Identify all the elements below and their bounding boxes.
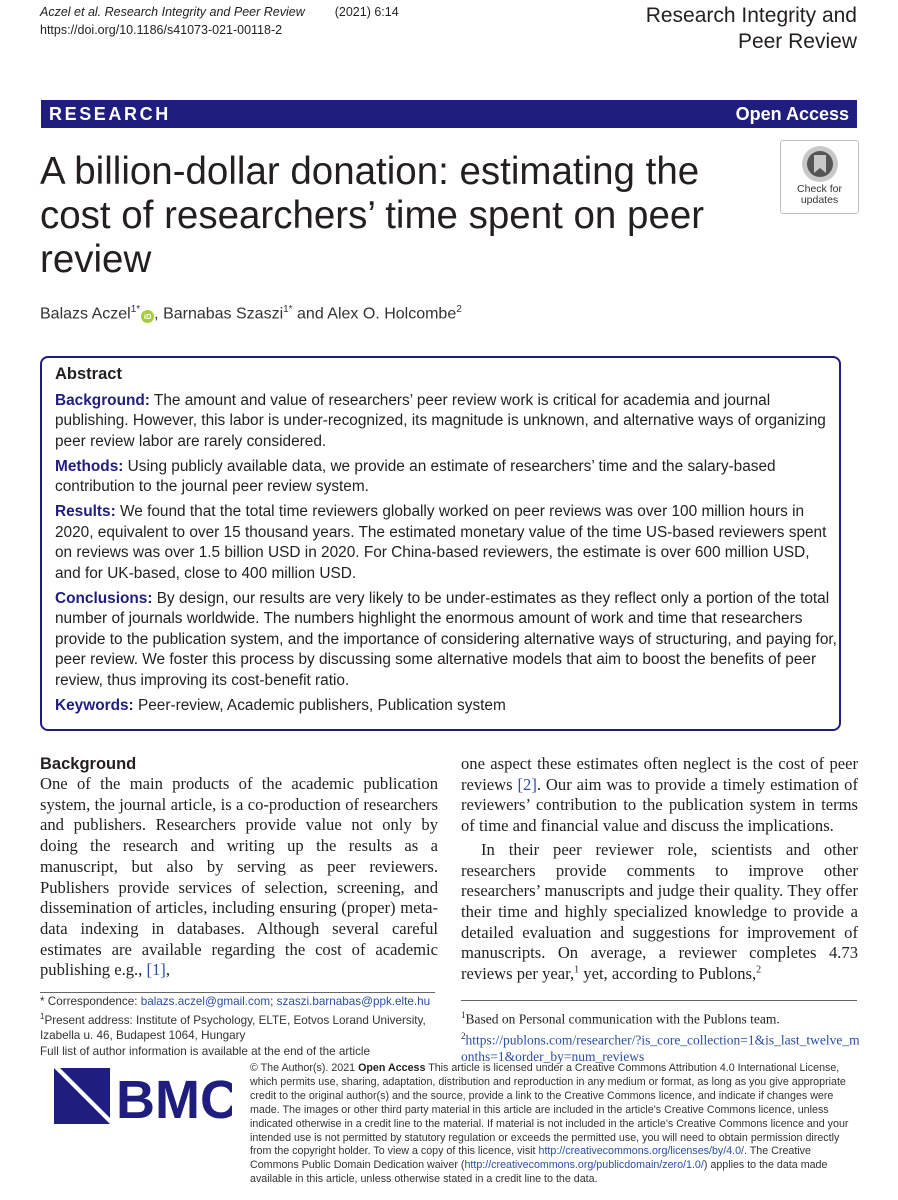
year-volume: (2021) 6:14	[334, 5, 399, 19]
body-paragraph-1-text: One of the main products of the academic publication system, the journal article, is a co-production of researchers and publishers. Researchers provide value not only by doing the research and writing up the results as a manuscript, but also by serving as peer reviewers. Publishers provide services of selection, screening, and dissemination of articles, including ensuring (proper) meta-data indexing in databases. Although several careful estimates are available regarding the cost of academic publishing e.g.,	[40, 774, 438, 980]
abstract-keywords-label: Keywords:	[55, 696, 134, 714]
open-access-label: Open Access	[735, 104, 849, 124]
publons-link[interactable]: https://publons.com/researcher/?is_core_collection=1&is_last_twelve_months=1&order_by=num_reviews	[461, 1032, 860, 1064]
doi-link[interactable]: https://doi.org/10.1186/s41073-021-00118-2	[40, 23, 283, 37]
cc-by-link[interactable]: http://creativecommons.org/licenses/by/4.0/	[538, 1145, 745, 1158]
body-paragraph-2-a: In their peer reviewer role, scientists and other researchers provide comments to improve other researchers’ manuscripts and judge their quality. They offer their time and highly specialized knowledge to provide a detailed evaluation and suggestions for improvement of manuscripts. On average, a reviewer completes 4.73 reviews per year,	[461, 839, 858, 984]
article-type-banner	[41, 100, 857, 128]
abstract-keywords-text: Peer-review, Academic publishers, Publication system	[133, 696, 506, 714]
journal-name	[646, 3, 857, 55]
abstract-box	[40, 356, 841, 731]
check-updates-line1: Check for	[797, 183, 842, 195]
abstract-methods-text: Using publicly available data, we provide an estimate of researchers’ time and the salary-based contribution to the journal peer review system.	[55, 457, 776, 495]
section-heading-background: Background	[40, 755, 137, 773]
citation-journal: et al. Research Integrity and Peer Review	[70, 5, 305, 19]
license-text-c: ) applies to the data made available in this article, unless otherwise stated in a credit line to the data.	[250, 1159, 828, 1186]
correspondence-label: * Correspondence:	[40, 995, 141, 1008]
citation-author: Aczel	[40, 5, 71, 19]
body-paragraph-1-cont	[461, 754, 858, 837]
author-3-affiliation: 2	[456, 304, 462, 315]
orcid-icon[interactable]: iD	[141, 310, 154, 323]
footnote-divider-right	[461, 1000, 857, 1001]
article-title: A billion-dollar donation: estimating the cost of researchers’ time spent on peer review	[40, 150, 705, 281]
body-paragraph-1-cont-a: one aspect these estimates often neglect is the cost of peer reviews	[461, 754, 858, 794]
footnote-1-text: Based on Personal communication with the Publons team.	[465, 1011, 780, 1027]
body-paragraph-1-cont-b: . Our aim was to provide a timely estimation of reviewers’ contribution to the publication system in terms of time and financial value and discuss the implications.	[461, 774, 858, 836]
abstract-background-label: Background:	[55, 391, 150, 409]
journal-name-line1: Research Integrity and	[645, 4, 857, 27]
body-paragraph-1	[40, 774, 438, 981]
bmc-logo[interactable]	[52, 1066, 232, 1126]
abstract-conclusions-text: By design, our results are very likely to be under-estimates as they reflect only a portion of the total number of journals worldwide. The numbers highlight the enormous amount of work and time that researchers provide to the publication system, and the importance of considering alternative ways of structuring, and paying for, peer review. We foster this process by discussing some alternative models that aim to boost the benefits of peer review, thus improving its cost-benefit ratio.	[55, 589, 837, 689]
email-separator: ;	[270, 995, 277, 1008]
body-paragraph-2	[461, 840, 858, 985]
footnote-mark-2[interactable]: 2	[756, 964, 762, 976]
footnote-mark-1[interactable]: 1	[574, 964, 580, 976]
correspondence-footnote	[40, 994, 440, 1059]
copyright-text: © The Author(s). 2021	[250, 1062, 359, 1074]
abstract-results-text: We found that the total time reviewers globally worked on peer reviews was over 100 million hours in 2020, equivalent to over 15 thousand years. The estimated monetary value of the time US-based reviewers spent on reviews was over 1.5 billion USD in 2020. For China-based reviewers, the estimate is over 600 million USD, and for UK-based, close to 400 million USD.	[55, 503, 827, 582]
full-author-info-note: Full list of author information is available at the end of the article	[40, 1044, 371, 1058]
reference-link-2[interactable]: [2]	[517, 774, 537, 794]
running-header	[40, 3, 399, 39]
abstract-conclusions	[55, 589, 839, 692]
email-link-2[interactable]: szaszi.barnabas@ppk.elte.hu	[276, 995, 431, 1008]
abstract-methods	[55, 457, 839, 498]
author-1: Balazs Aczel	[40, 305, 131, 323]
check-for-updates-badge[interactable]	[780, 140, 859, 214]
abstract-keywords	[55, 696, 839, 717]
author-list	[40, 299, 462, 325]
abstract-results-label: Results:	[55, 503, 116, 520]
journal-name-line2: Peer Review	[737, 30, 857, 53]
body-paragraph-2-b: yet, according to Publons,	[579, 964, 757, 984]
license-text-a: This article is licensed under a Creative Commons Attribution 4.0 International License, which permits use, sharing, adaptation, distribution and reproduction in any medium or format, as long as you give appropriate credit to the original author(s) and the source, provide a link to the Creative Commons licence, and indicate if changes were made. The images or other third party material in this article are included in the article's Creative Commons licence, unless indicated otherwise in a credit line to the material. If material is not included in the article's Creative Commons licence and your intended use is not permitted by statutory regulation or exceeds the permitted use, you will need to obtain permission directly from the copyright holder. To view a copy of this licence, visit	[250, 1062, 849, 1158]
present-address-mark: 1	[40, 1012, 45, 1022]
article-type-label: RESEARCH	[49, 104, 171, 124]
email-link-1[interactable]: balazs.aczel@gmail.com	[140, 995, 271, 1008]
footnote-2-mark: 2	[461, 1030, 466, 1041]
abstract-background	[55, 391, 839, 453]
license-statement	[250, 1062, 862, 1187]
bmc-logo-text: BMC	[116, 1070, 232, 1128]
check-updates-line2: updates	[800, 194, 839, 206]
footnote-divider-left	[40, 992, 435, 993]
author-1-affiliation: 1*	[130, 304, 141, 315]
body-paragraph-1-end: ,	[165, 960, 170, 980]
correspondence-line	[40, 994, 440, 1009]
abstract-results	[55, 502, 839, 584]
author-separator: ,	[154, 305, 164, 323]
footnote-2	[461, 1028, 861, 1066]
license-text-b: . The Creative Commons Public Domain Dedication waiver (	[250, 1145, 811, 1172]
author-2: Barnabas Szaszi	[163, 305, 284, 323]
author-2-affiliation: 1*	[283, 304, 293, 315]
body-right-column	[461, 754, 858, 985]
author-3: Alex O. Holcombe	[327, 305, 457, 323]
present-address-text: Present address: Institute of Psychology, ELTE, Eotvos Lorand University, Izabella u. 46, Budapest 1064, Hungary	[40, 1014, 426, 1043]
abstract-conclusions-label: Conclusions:	[55, 589, 153, 607]
present-address	[40, 1009, 440, 1043]
author-and: and	[292, 305, 328, 323]
bmc-logo-icon	[52, 1066, 232, 1128]
abstract-methods-label: Methods:	[55, 457, 124, 475]
footnote-1	[461, 1007, 861, 1028]
body-left-column	[40, 754, 438, 981]
abstract-heading: Abstract	[55, 365, 122, 383]
abstract-background-text: The amount and value of researchers’ peer review work is critical for academia and journal publishing. However, this labor is under-recognized, its magnitude is unknown, and alternative ways of organizing peer review labor are rarely considered.	[55, 391, 826, 450]
page-footnotes	[461, 1007, 861, 1065]
license-open-access: Open Access	[358, 1062, 426, 1074]
crossmark-icon	[800, 144, 840, 184]
reference-link-1[interactable]: [1]	[146, 960, 166, 980]
cc-zero-link[interactable]: http://creativecommons.org/publicdomain/zero/1.0/	[464, 1159, 704, 1172]
footnote-1-mark: 1	[461, 1010, 466, 1020]
